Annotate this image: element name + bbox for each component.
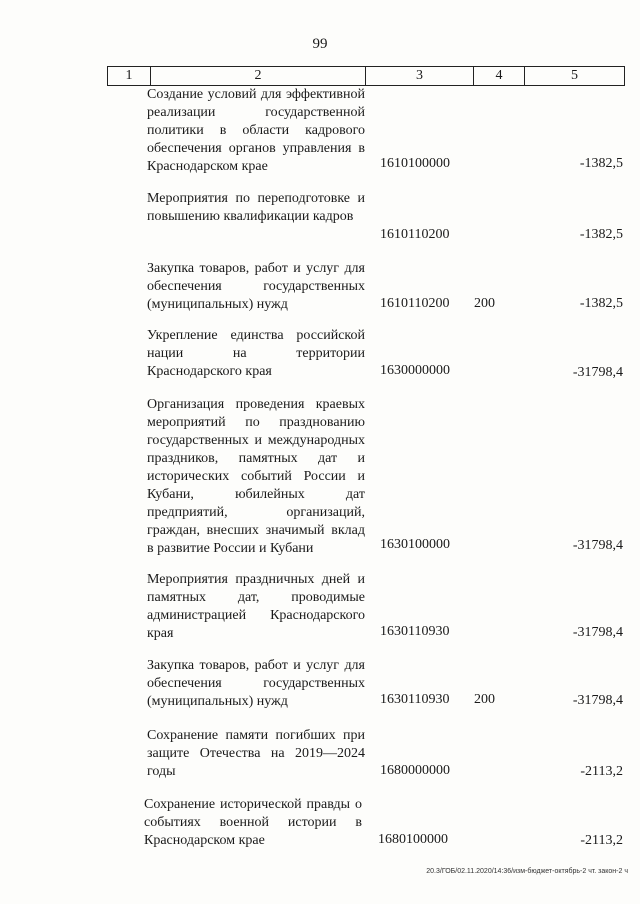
- row-code: 1630110930: [380, 692, 450, 707]
- header-col-5: 5: [571, 68, 578, 83]
- row-vr: 200: [474, 692, 495, 707]
- row-code: 1630000000: [380, 363, 450, 378]
- row-name: Закупка товаров, работ и услуг для обеспечения государственных (муниципальных) нужд: [147, 261, 365, 312]
- row-name: Мероприятия по переподготовке и повышению квалификации кадров: [147, 191, 365, 224]
- row-name: Сохранение исторической правды о событиях военной истории в Краснодарском крае: [144, 797, 362, 848]
- row-sum: -31798,4: [572, 365, 623, 380]
- row-name: Укрепление единства российской нации на территории Краснодарского края: [147, 328, 365, 379]
- row-sum: -1382,5: [579, 227, 623, 242]
- header-col-3: 3: [366, 67, 474, 85]
- row-sum: -31798,4: [572, 693, 623, 708]
- header-col-1: 1: [108, 67, 151, 85]
- row-name: Организация проведения краевых мероприятий по празднованию государственных и международных праздников, памятных дат и исторических событий России и Кубани, юбилейных дат предприятий, организаций, граждан, внесших значимый вклад в развитие России и Кубани: [147, 397, 365, 556]
- row-code: 1610110200: [380, 296, 450, 311]
- row-name: Закупка товаров, работ и услуг для обеспечения государственных (муниципальных) нужд: [147, 658, 365, 709]
- row-sum: -1382,5: [579, 156, 623, 171]
- row-sum: -1382,5: [579, 296, 623, 311]
- header-col-2: 2: [151, 67, 366, 85]
- row-name: Сохранение памяти погибших при защите Отечества на 2019—2024 годы: [147, 728, 365, 779]
- row-name: Создание условий для эффективной реализации государственной политики в области кадрового обеспечения органов управления в Краснодарском крае: [147, 87, 365, 174]
- header-col-4: 4: [474, 67, 525, 85]
- row-sum: -31798,4: [572, 538, 623, 553]
- row-sum: -2113,2: [580, 764, 623, 779]
- page-number: 99: [312, 36, 328, 52]
- row-sum: -2113,2: [580, 833, 623, 848]
- row-sum: -31798,4: [572, 625, 623, 640]
- row-code: 1680000000: [380, 763, 450, 778]
- footer-note: 20.3/ГОБ/02.11.2020/14:36/изм-бюджет-октябрь-2 чт. закон-2 ч: [426, 868, 628, 875]
- row-code: 1630100000: [380, 537, 450, 552]
- table-header: [107, 66, 625, 86]
- row-code: 1610100000: [380, 156, 450, 171]
- row-name: Мероприятия праздничных дней и памятных дат, проводимые администрацией Краснодарского края: [147, 572, 365, 641]
- row-vr: 200: [474, 296, 495, 311]
- row-code: 1680100000: [378, 832, 448, 847]
- row-code: 1630110930: [380, 624, 450, 639]
- row-code: 1610110200: [380, 227, 450, 242]
